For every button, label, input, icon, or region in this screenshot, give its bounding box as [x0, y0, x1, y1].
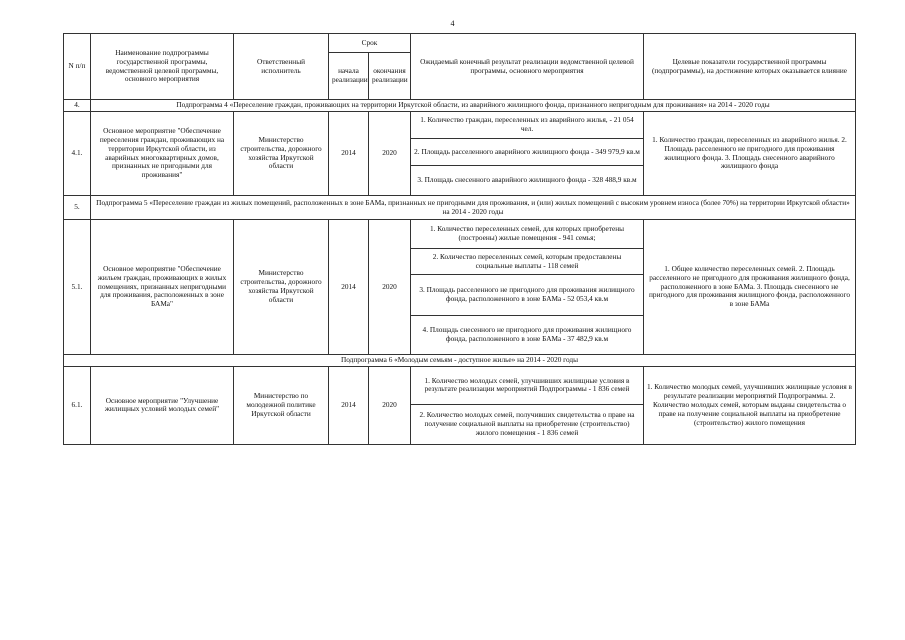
row-name: Основное мероприятие "Обеспечение переселения граждан, проживающих на территории Иркутской области, из аварийных многоквартирных домов, признанных не пригодными для проживания"	[91, 112, 234, 196]
header-executor: Ответственный исполнитель	[234, 34, 329, 100]
header-name: Наименование подпрограммы государственной программы, ведомственной целевой программы, основного мероприятия	[91, 34, 234, 100]
row-start: 2014	[329, 366, 369, 444]
row-num: 5.1.	[64, 220, 91, 355]
row-start: 2014	[329, 112, 369, 196]
section-row	[64, 100, 856, 112]
row-end: 2020	[369, 112, 411, 196]
section-row	[64, 196, 856, 220]
row-result: 4. Площадь снесенного не пригодного для проживания жилищного фонда, расположенного в зоне БАМа - 37 482,9 кв.м	[411, 316, 644, 355]
header-end: окончания реализации	[369, 53, 411, 100]
table-row	[64, 220, 856, 249]
table-row	[64, 366, 856, 404]
row-result: 1. Количество молодых семей, улучшивших жилищные условия в результате реализации мероприятий Подпрограммы - 1 836 семей	[411, 366, 644, 404]
row-start: 2014	[329, 220, 369, 355]
row-name: Основное мероприятие "Обеспечение жильем граждан, проживающих в жилых помещениях, признанных непригодными для проживания, расположенных в зоне БАМа"	[91, 220, 234, 355]
header-num: N п/п	[64, 34, 91, 100]
row-executor: Министерство по молодежной политике Иркутской области	[234, 366, 329, 444]
row-indicators: 1. Количество молодых семей, улучшивших жилищные условия в результате реализации мероприятий Подпрограммы. 2. Количество молодых семей, которым выданы свидетельства о праве на получение социальной выплаты на приобретение (строительство) жилого помещения	[644, 366, 856, 444]
row-result: 2. Площадь расселенного аварийного жилищного фонда - 349 979,9 кв.м	[411, 139, 644, 166]
row-indicators: 1. Общее количество переселенных семей. 2. Площадь расселенного не пригодного для проживания жилищного фонда, расположенного в зоне БАМа. 3. Площадь снесенного не пригодного для проживания жилищного фонда, расположенного в зоне БАМа	[644, 220, 856, 355]
row-result: 3. Площадь снесенного аварийного жилищного фонда - 328 488,9 кв.м	[411, 166, 644, 196]
row-end: 2020	[369, 366, 411, 444]
row-result: 1. Количество переселенных семей, для которых приобретены (построены) жилые помещения - 941 семья;	[411, 220, 644, 249]
row-num: 4.1.	[64, 112, 91, 196]
row-name: Основное мероприятие "Улучшение жилищных условий молодых семей"	[91, 366, 234, 444]
section-num: 4.	[64, 100, 91, 112]
row-executor: Министерство строительства, дорожного хозяйства Иркутской области	[234, 220, 329, 355]
row-result: 1. Количество граждан, переселенных из аварийного жилья, - 21 054 чел.	[411, 112, 644, 139]
header-start: начала реализации	[329, 53, 369, 100]
header-result: Ожидаемый конечный результат реализации ведомственной целевой программы, основного мероприятия	[411, 34, 644, 100]
section-num: 5.	[64, 196, 91, 220]
page-number: 4	[450, 19, 455, 28]
program-table	[63, 33, 856, 445]
row-result: 3. Площадь расселенного не пригодного для проживания жилищного фонда, расположенного в зоне БАМа - 52 053,4 кв.м	[411, 275, 644, 316]
row-executor: Министерство строительства, дорожного хозяйства Иркутской области	[234, 112, 329, 196]
header-indicators: Целевые показатели государственной программы (подпрограммы), на достижение которых оказывается влияние	[644, 34, 856, 100]
table-row	[64, 112, 856, 139]
header-term: Срок	[329, 34, 411, 53]
row-indicators: 1. Количество граждан, переселенных из аварийного жилья. 2. Площадь расселенного не пригодного для проживания жилищного фонда. 3. Площадь снесенного аварийного жилищного фонда	[644, 112, 856, 196]
row-result: 2. Количество молодых семей, получивших свидетельства о праве на получение социальной выплаты на приобретение (строительство) жилого помещения - 1 836 семей	[411, 404, 644, 444]
section-title: Подпрограмма 4 «Переселение граждан, проживающих на территории Иркутской области, из аварийного жилищного фонда, признанного непригодным для проживания» на 2014 - 2020 годы	[91, 100, 856, 112]
row-end: 2020	[369, 220, 411, 355]
section-title: Подпрограмма 6 «Молодым семьям - доступное жилье» на 2014 - 2020 годы	[64, 355, 856, 367]
section-title: Подпрограмма 5 «Переселение граждан из жилых помещений, расположенных в зоне БАМа, признанных не пригодными для проживания, и (или) жилых помещений с высоким уровнем износа (более 70%) на территории Иркутской области» на 2014 - 2020 годы	[91, 196, 856, 220]
row-num: 6.1.	[64, 366, 91, 444]
section-row	[64, 355, 856, 367]
row-result: 2. Количество переселенных семей, которым предоставлены социальные выплаты - 118 семей	[411, 249, 644, 275]
header-row	[64, 34, 856, 53]
